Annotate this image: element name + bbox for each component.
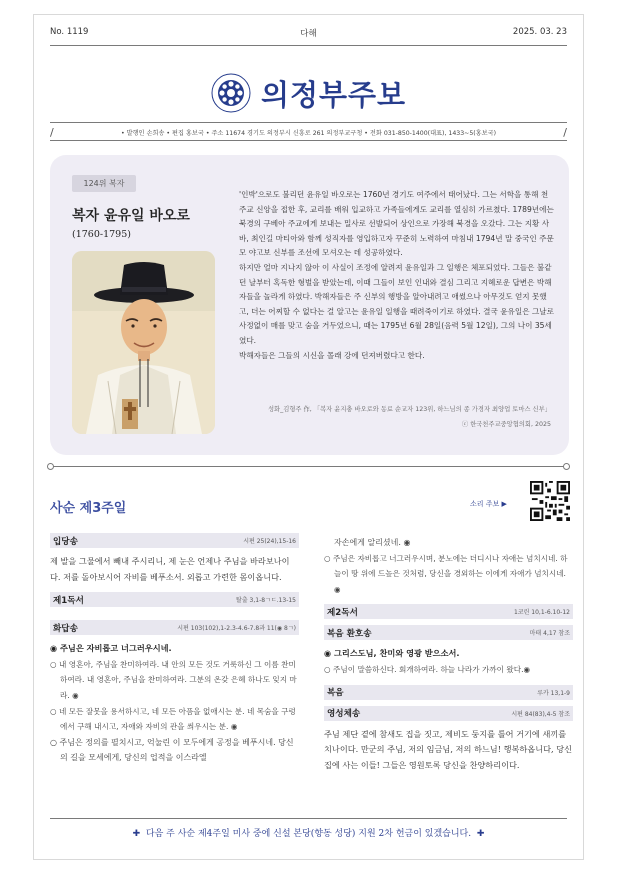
diocese-logo-icon bbox=[211, 73, 251, 113]
acclamation-response: ◉ 그리스도님, 찬미와 영광 받으소서. bbox=[324, 648, 460, 659]
entrance-ref: 시편 25(24),15-16 bbox=[243, 538, 296, 545]
audio-bulletin-link[interactable]: 소리 주보 ▶ bbox=[470, 500, 507, 508]
psalm-verse-2: ○ 네 모든 잘못을 용서하시고, 네 모든 아픔을 없애시는 분. 네 목숨을 구렁에서 구해 내시고, 자애와 자비의 관을 씌우시는 분. ◉ bbox=[50, 706, 296, 732]
copyright-credit: ⓒ 한국천주교중앙협의회, 2025 bbox=[461, 421, 551, 428]
bio-paragraph-2: 하지만 얼마 지나지 않아 이 사실이 조정에 알려져 윤유일과 그 일행은 체포되었다. 그들은 불같던 날부터 혹독한 형벌을 받았는데, 이때 그들이 보인 인내와 결심 그리고 지혜로운 답변은 박해자들을 놀라게 하였다. 박해자들은 주 신부의 행방을 알아내려고 애썼으나 아무것도 얻지 못했고, 더는 어찌할 수 없다는 걸 알고는 윤유일 일행을 때려죽이기로 하였다. 결국 윤유일은 그날로 사정없이 매를 맞고 숨을 거두었으니, 때는 1795년 6월 28일(음력 5월 12일), 그의 나이 35세였다. bbox=[239, 262, 554, 345]
brand-title: 의정부주보 bbox=[260, 77, 407, 112]
first-reading-label: 제1독서 bbox=[53, 595, 84, 606]
psalm-verse-3: ○ 주님은 정의를 펼치시고, 억눌린 이 모두에게 공정을 베푸시네. 당신의 길을 모세에게, 당신의 업적을 이스라엘 bbox=[50, 737, 294, 763]
info-rule-bottom bbox=[50, 140, 567, 141]
liturgy-column-right bbox=[324, 535, 573, 773]
liturgy-column-left bbox=[50, 533, 299, 766]
cross-left-icon: ✚ bbox=[132, 829, 141, 839]
saint-biography bbox=[239, 188, 554, 363]
section-divider bbox=[50, 466, 567, 467]
entrance-label: 입당송 bbox=[53, 536, 78, 547]
slash-right-icon: / bbox=[563, 126, 567, 139]
saint-portrait-image bbox=[72, 251, 215, 434]
footer-notice bbox=[50, 826, 567, 839]
bio-paragraph-1: '인박'으로도 불리던 윤유일 바오로는 1760년 경기도 여주에서 태어났다. 그는 서학을 통해 천주교 신앙을 접한 후, 교리를 배워 입교하고 가족들에게도 교리를 열심히 가르쳤다. 1789년에는 북경의 구베아 주교에게 보내는 밀사로 선발되어 상인으로 가장해 북경을 오갔다. 그는 지황 사바, 최인길 마티아와 함께 성직자를 영입하고자 꾸준히 노력하여 마침내 1794년 말 중국인 주문모 야고보 신부를 조선에 모셔오는 데 성공하였다. bbox=[239, 190, 554, 258]
communion-label: 영성체송 bbox=[327, 709, 361, 720]
divider-dot-right-icon bbox=[563, 463, 570, 470]
cross-right-icon: ✚ bbox=[476, 829, 485, 839]
divider-dot-left-icon bbox=[47, 463, 54, 470]
saint-feature bbox=[50, 155, 569, 455]
issue-number: No. 1119 bbox=[50, 27, 89, 37]
first-reading-ref: 탈출 3,1-8ㄱㄷ.13-15 bbox=[236, 597, 296, 605]
publisher-info: • 발행인 손희송 • 편집 홍보국 • 주소 11674 경기도 의정부시 신흥로 261 의정부교구청 • 전화 031-850-1400(대표), 1433~5(홍보국) bbox=[120, 130, 497, 137]
communion-text: 주님 제단 곁에 참새도 집을 짓고, 제비도 둥지를 틀어 거기에 새끼를 치나이다. 만군의 주님, 저의 임금님, 저의 하느님! 행복하옵니다, 당신 집에 사는 이들! 그들은 영원토록 당신을 찬양하리이다. bbox=[324, 728, 573, 770]
top-bar bbox=[50, 27, 567, 41]
psalm-response: ◉ 주님은 자비롭고 너그러우시네. bbox=[50, 643, 172, 654]
acclamation-label: 복음 환호송 bbox=[327, 628, 372, 639]
footer-rule bbox=[50, 818, 567, 819]
second-reading-ref: 1코린 10,1-6.10-12 bbox=[513, 609, 570, 617]
communion-header bbox=[324, 706, 573, 721]
bulletin-page bbox=[33, 14, 584, 860]
masthead bbox=[34, 71, 583, 115]
bio-paragraph-3: 박해자들은 그들의 시신을 몰래 강에 던져버렸다고 한다. bbox=[239, 350, 425, 360]
psalm-verse-1: ○ 내 영혼아, 주님을 찬미하여라. 내 안의 모든 것도 거룩하신 그 이름 찬미하여라. 내 영혼아, 주님을 찬미하여라. 그분의 온갖 은혜 하나도 잊지 마라. ◉ bbox=[50, 659, 297, 700]
first-reading-header bbox=[50, 592, 299, 607]
psalm-verse-3-continuation: 자손에게 알리셨네. ◉ bbox=[334, 538, 411, 547]
gospel-header bbox=[324, 685, 573, 700]
psalm-ref: 시편 103(102),1-2.3-4.6-7.8과 11(◉ 8ㄱ) bbox=[177, 625, 296, 633]
gospel-ref: 루카 13,1-9 bbox=[537, 689, 570, 697]
communion-ref: 시편 84(83),4-5 참조 bbox=[511, 710, 570, 718]
qr-code-icon[interactable] bbox=[530, 481, 570, 521]
second-reading-label: 제2독서 bbox=[327, 607, 358, 618]
entrance-antiphon-header bbox=[50, 533, 299, 548]
issue-date: 2025. 03. 23 bbox=[512, 27, 567, 37]
footer-notice-text: 다음 주 사순 제4주일 미사 중에 신설 본당(향동 성당) 지원 2차 헌금이 있겠습니다. bbox=[145, 829, 472, 839]
acclamation-verse: ○ 주님이 말씀하신다. 회개하여라. 하늘 나라가 가까이 왔다.◉ bbox=[324, 664, 531, 674]
saint-rank-tag: 124위 복자 bbox=[72, 175, 136, 192]
psalm-header bbox=[50, 620, 299, 635]
saint-years: (1760-1795) bbox=[72, 229, 131, 240]
slash-left-icon: / bbox=[50, 126, 54, 139]
acclamation-header bbox=[324, 625, 573, 640]
psalm-verse-4: ○ 주님은 자비롭고 너그러우시며, 분노에는 더디시나 자애는 넘치시네. 하늘이 땅 위에 드높은 것처럼, 당신을 경외하는 이에게 자애가 넘치시네. ◉ bbox=[324, 553, 568, 594]
acclamation-ref: 마태 4,17 참조 bbox=[529, 630, 570, 638]
saint-name: 복자 윤유일 바오로 bbox=[72, 208, 190, 224]
second-reading-header bbox=[324, 604, 573, 619]
liturgical-cycle: 다해 bbox=[300, 29, 317, 39]
art-credit: 성화_김형주 作, 「복자 윤지충 바오로와 동료 순교자 123위, 하느님의 종 가경자 최양업 토마스 신부」 bbox=[267, 406, 551, 413]
top-rule bbox=[50, 45, 567, 46]
sunday-title: 사순 제3주일 bbox=[50, 501, 127, 516]
entrance-text: 제 발을 그물에서 빼내 주시리니, 제 눈은 언제나 주님을 바라보나이다. 저를 돌아보시어 자비를 베푸소서. 외롭고 가련한 몸이옵니다. bbox=[50, 556, 290, 582]
gospel-label: 복음 bbox=[327, 688, 344, 699]
psalm-label: 화답송 bbox=[53, 623, 78, 634]
info-rule-top bbox=[50, 122, 567, 123]
